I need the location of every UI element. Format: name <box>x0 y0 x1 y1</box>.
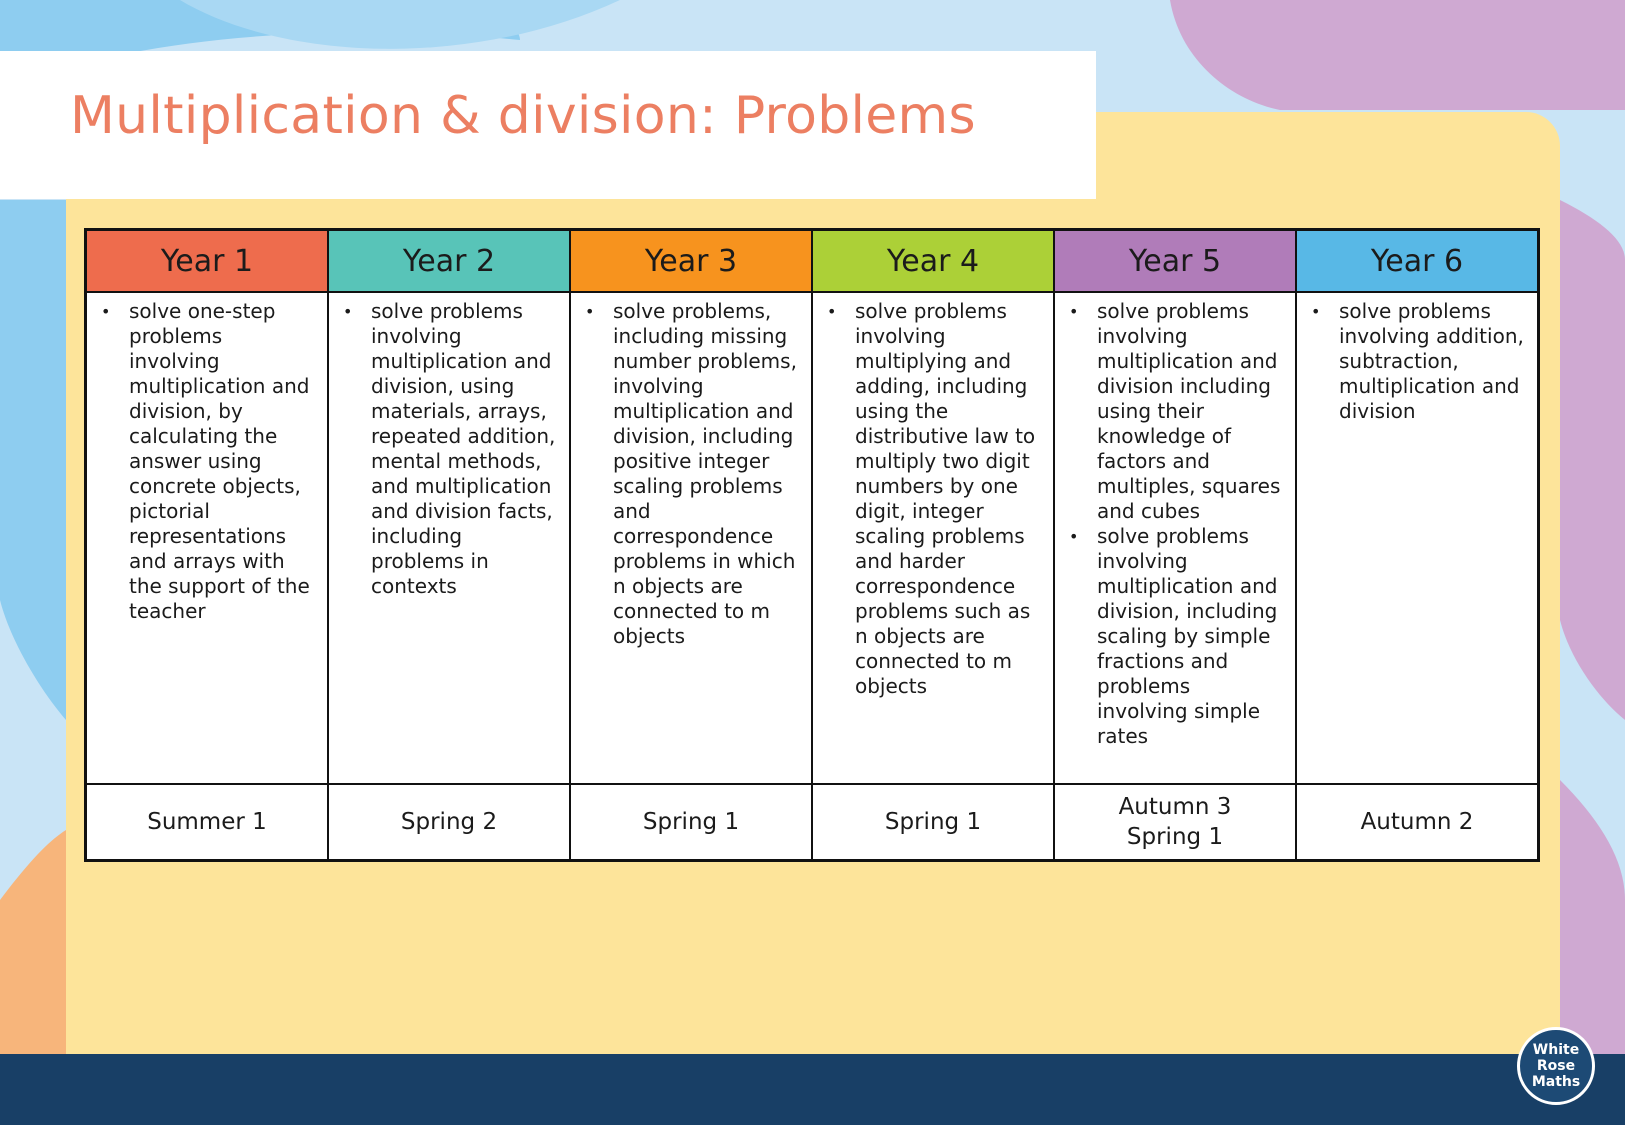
objective-item: • solve one-step problems involving multiplication and division, by calculating the answer using concrete objects, pictorial representations and arrays with the support of the teacher <box>99 299 319 624</box>
year-header-5: Year 5 <box>1055 231 1295 291</box>
logo-line: Maths <box>1531 1074 1581 1090</box>
year-5-content <box>1055 293 1295 783</box>
year-3-content <box>571 293 811 783</box>
objective-item: • solve problems involving multiplication and division including using their knowledge of factors and multiples, squares and cubes <box>1067 299 1287 524</box>
year-header-4: Year 4 <box>813 231 1053 291</box>
year-header-3: Year 3 <box>571 231 811 291</box>
footer-bar <box>0 1054 1625 1125</box>
term-label: Spring 1 <box>1126 824 1224 850</box>
term-label: Autumn 2 <box>1360 809 1474 835</box>
year-header-1: Year 1 <box>87 231 327 291</box>
term-label: Summer 1 <box>147 809 267 835</box>
year-5-term <box>1055 785 1295 859</box>
objective-item: • solve problems involving addition, subtraction, multiplication and division <box>1309 299 1529 424</box>
term-label: Spring 1 <box>884 809 982 835</box>
year-4-content <box>813 293 1053 783</box>
logo-line: Rose <box>1536 1058 1576 1074</box>
year-6-content <box>1297 293 1537 783</box>
year-1-term <box>87 785 327 859</box>
objective-item: • solve problems involving multiplying and adding, including using the distributive law to multiply two digit numbers by one digit, integer scaling problems and harder correspondence problems such as n objects are connected to m objects <box>825 299 1045 699</box>
objective-item: • solve problems, including missing number problems, involving multiplication and division, including positive integer scaling problems and correspondence problems in which n objects are connected to m objects <box>583 299 803 649</box>
year-table <box>84 228 1540 862</box>
year-header-2: Year 2 <box>329 231 569 291</box>
term-label: Autumn 3 <box>1118 794 1232 820</box>
year-header-6: Year 6 <box>1297 231 1537 291</box>
term-label: Spring 2 <box>400 809 498 835</box>
objective-item: • solve problems involving multiplication and division, using materials, arrays, repeated addition, mental methods, and multiplication and division facts, including problems in contexts <box>341 299 561 599</box>
year-2-content <box>329 293 569 783</box>
page-title: Multiplication & division: Problems <box>70 86 976 146</box>
year-3-term <box>571 785 811 859</box>
objective-item: • solve problems involving multiplication and division, including scaling by simple fractions and problems involving simple rates <box>1067 524 1287 749</box>
logo-line: White <box>1532 1042 1580 1058</box>
year-4-term <box>813 785 1053 859</box>
year-2-term <box>329 785 569 859</box>
year-1-content <box>87 293 327 783</box>
year-6-term <box>1297 785 1537 859</box>
term-label: Spring 1 <box>642 809 740 835</box>
white-rose-maths-logo <box>1517 1027 1595 1105</box>
